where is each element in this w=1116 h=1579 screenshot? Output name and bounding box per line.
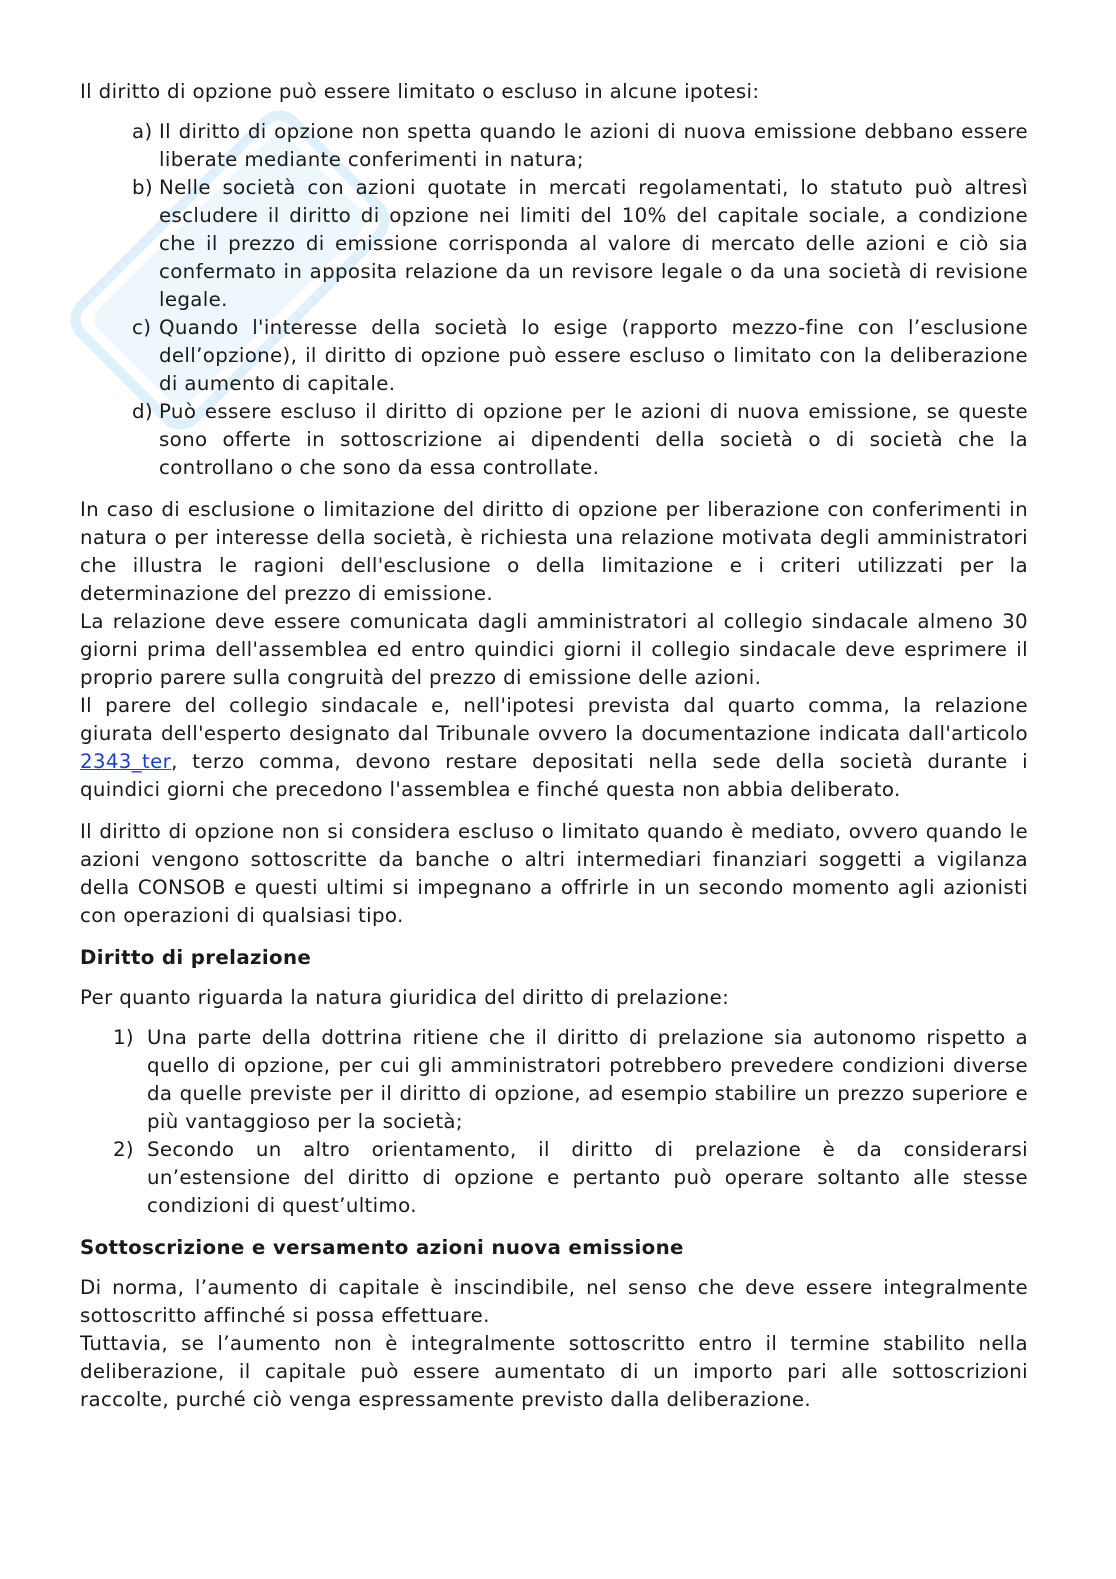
list-item-text: Può essere escluso il diritto di opzione per le azioni di nuova emissione, se queste sono offerte in sottoscrizione ai dipendenti della società o di società che la controllano o che sono da essa controllate. xyxy=(159,400,1028,479)
list-marker: 1) xyxy=(113,1026,135,1049)
list-item xyxy=(80,398,1028,482)
list-item-text: Nelle società con azioni quotate in mercati regolamentati, lo statuto può altresì escludere il diritto di opzione nei limiti del 10% del capitale sociale, a condizione che il prezzo di emissione corrisponda al valore di mercato delle azioni e ciò sia confermato in apposita relazione da un revisore legale o da una società di revisione legale. xyxy=(159,176,1028,311)
article-link[interactable]: 2343_ter xyxy=(80,750,172,773)
paragraph: Il diritto di opzione non si considera escluso o limitato quando è mediato, ovvero quando le azioni vengono sottoscritte da banche o altri intermediari finanziari soggetti a vigilanza della CONSOB e questi ultimi si impegnano a offrirle in un secondo momento agli azionisti con operazioni di qualsiasi tipo. xyxy=(80,820,1028,927)
list-item xyxy=(80,314,1028,398)
section2-intro: Per quanto riguarda la natura giuridica del diritto di prelazione: xyxy=(80,986,730,1009)
paragraph: La relazione deve essere comunicata dagli amministratori al collegio sindacale almeno 30 giorni prima dell'assemblea ed entro quindici giorni il collegio sindacale deve esprimere il proprio parere sulla congruità del prezzo di emissione delle azioni. xyxy=(80,610,1028,689)
list-item xyxy=(80,118,1028,174)
list-item-text: Una parte della dottrina ritiene che il diritto di prelazione sia autonomo rispetto a quello di opzione, per cui gli amministratori potrebbero prevedere condizioni diverse da quelle previste per il diritto di opzione, ad esempio stabilire un prezzo superiore e più vantaggioso per la società; xyxy=(147,1026,1028,1133)
exclusion-list xyxy=(80,118,1028,482)
paragraph: Di norma, l’aumento di capitale è inscindibile, nel senso che deve essere integralmente sottoscritto affinché si possa effettuare. xyxy=(80,1276,1028,1327)
list-item xyxy=(80,174,1028,314)
list-item xyxy=(80,1024,1028,1136)
list-marker: 2) xyxy=(113,1138,135,1161)
prelazione-list xyxy=(80,1024,1028,1220)
section-heading-prelazione: Diritto di prelazione xyxy=(80,946,312,969)
list-item-text: Secondo un altro orientamento, il diritto di prelazione è da considerarsi un’estensione del diritto di opzione e pertanto può operare soltanto alle stesse condizioni di quest’ultimo. xyxy=(147,1138,1028,1217)
section1-intro: Il diritto di opzione può essere limitato o escluso in alcune ipotesi: xyxy=(80,80,760,103)
paragraph-with-link: Il parere del collegio sindacale e, nell'ipotesi prevista dal quarto comma, la relazione giurata dell'esperto designato dal Tribunale ovvero la documentazione indicata dall'articolo 2343_ter, terzo comma, devono restare depositati nella sede della società durante i quindici giorni che precedono l'assemblea e finché questa non abbia deliberato. xyxy=(80,694,1028,801)
list-item-text: Quando l'interesse della società lo esige (rapporto mezzo-fine con l’esclusione dell’opzione), il diritto di opzione può essere escluso o limitato con la deliberazione di aumento di capitale. xyxy=(159,316,1028,395)
list-marker: c) xyxy=(132,316,152,339)
list-marker: d) xyxy=(132,400,153,423)
section-heading-sottoscrizione: Sottoscrizione e versamento azioni nuova emissione xyxy=(80,1236,684,1259)
list-marker: b) xyxy=(132,176,153,199)
list-item-text: Il diritto di opzione non spetta quando le azioni di nuova emissione debbano essere liberate mediante conferimenti in natura; xyxy=(159,120,1028,171)
document-body xyxy=(80,78,1028,1414)
list-item xyxy=(80,1136,1028,1220)
paragraph: In caso di esclusione o limitazione del diritto di opzione per liberazione con conferimenti in natura o per interesse della società, è richiesta una relazione motivata degli amministratori che illustra le ragioni dell'esclusione o della limitazione e i criteri utilizzati per la determinazione del prezzo di emissione. xyxy=(80,498,1028,605)
paragraph: Tuttavia, se l’aumento non è integralmente sottoscritto entro il termine stabilito nella deliberazione, il capitale può essere aumentato di un importo pari alle sottoscrizioni raccolte, purché ciò venga espressamente previsto dalla deliberazione. xyxy=(80,1332,1028,1411)
list-marker: a) xyxy=(132,120,153,143)
